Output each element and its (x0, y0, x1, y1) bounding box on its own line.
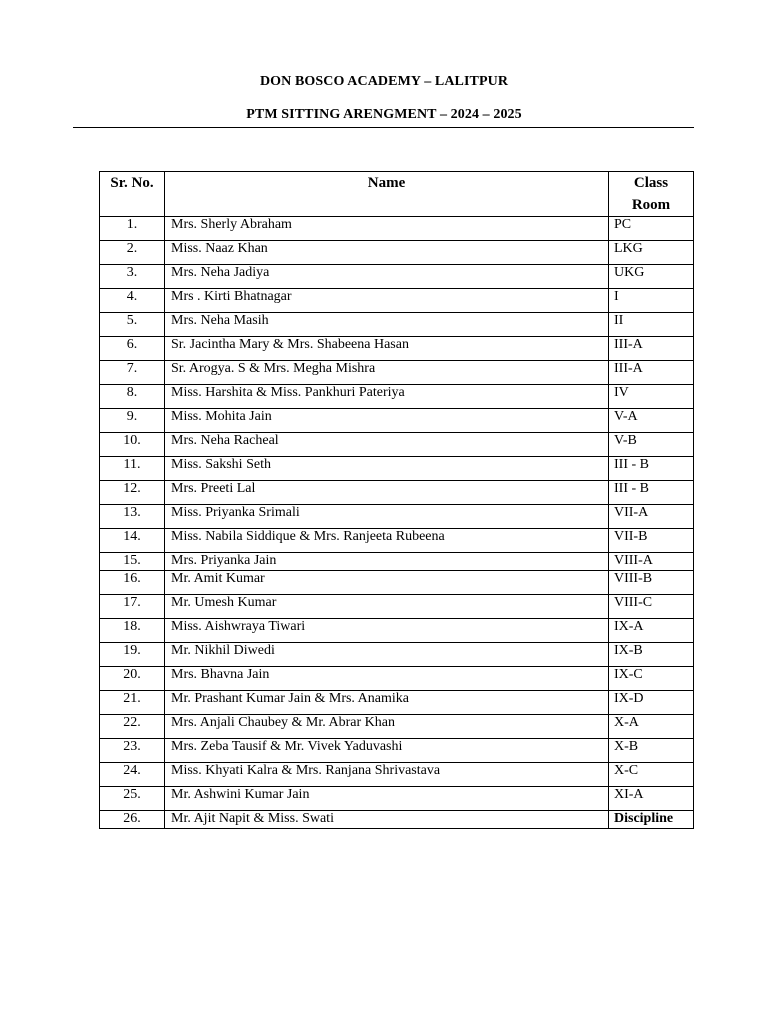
table-row (100, 217, 694, 241)
table-row (100, 313, 694, 337)
sr-no-cell: 25. (100, 787, 165, 811)
sr-no-cell: 17. (100, 595, 165, 619)
name-cell: Sr. Jacintha Mary & Mrs. Shabeena Hasan (165, 337, 609, 361)
table-row (100, 553, 694, 571)
table-row (100, 361, 694, 385)
name-cell: Mr. Nikhil Diwedi (165, 643, 609, 667)
name-cell: Sr. Arogya. S & Mrs. Megha Mishra (165, 361, 609, 385)
table-row (100, 619, 694, 643)
name-cell: Miss. Aishwraya Tiwari (165, 619, 609, 643)
sr-no-cell: 10. (100, 433, 165, 457)
seating-table (99, 171, 694, 829)
name-cell: Miss. Mohita Jain (165, 409, 609, 433)
class-room-cell: II (609, 313, 694, 337)
class-room-cell: IX-B (609, 643, 694, 667)
sr-no-cell: 26. (100, 811, 165, 829)
class-room-cell: VIII-C (609, 595, 694, 619)
name-cell: Mrs. Preeti Lal (165, 481, 609, 505)
sr-no-cell: 1. (100, 217, 165, 241)
name-cell: Mr. Amit Kumar (165, 571, 609, 595)
name-cell: Mrs. Neha Jadiya (165, 265, 609, 289)
name-cell: Miss. Khyati Kalra & Mrs. Ranjana Shrivastava (165, 763, 609, 787)
sr-no-cell: 5. (100, 313, 165, 337)
sr-no-cell: 16. (100, 571, 165, 595)
name-cell: Miss. Sakshi Seth (165, 457, 609, 481)
name-cell: Miss. Naaz Khan (165, 241, 609, 265)
name-cell: Mr. Ajit Napit & Miss. Swati (165, 811, 609, 829)
class-room-cell: X-A (609, 715, 694, 739)
table-row (100, 241, 694, 265)
name-cell: Mrs . Kirti Bhatnagar (165, 289, 609, 313)
class-room-cell: VIII-A (609, 553, 694, 571)
class-room-cell: III-A (609, 337, 694, 361)
sr-no-cell: 14. (100, 529, 165, 553)
class-room-cell: VII-A (609, 505, 694, 529)
sr-no-cell: 6. (100, 337, 165, 361)
table-row (100, 457, 694, 481)
table-row (100, 763, 694, 787)
table-row (100, 289, 694, 313)
sr-no-cell: 19. (100, 643, 165, 667)
class-room-cell: PC (609, 217, 694, 241)
table-row (100, 337, 694, 361)
name-cell: Mrs. Bhavna Jain (165, 667, 609, 691)
table-row (100, 571, 694, 595)
name-cell: Mr. Prashant Kumar Jain & Mrs. Anamika (165, 691, 609, 715)
class-room-cell: IX-D (609, 691, 694, 715)
table-row (100, 643, 694, 667)
sr-no-cell: 3. (100, 265, 165, 289)
class-room-cell: X-B (609, 739, 694, 763)
table-row (100, 739, 694, 763)
document-subtitle: PTM SITTING ARENGMENT – 2024 – 2025 (246, 107, 522, 122)
name-cell: Miss. Harshita & Miss. Pankhuri Pateriya (165, 385, 609, 409)
class-room-cell: Discipline (609, 811, 694, 829)
name-cell: Mrs. Anjali Chaubey & Mr. Abrar Khan (165, 715, 609, 739)
table-row (100, 715, 694, 739)
class-room-cell: III-A (609, 361, 694, 385)
table-row (100, 595, 694, 619)
sr-no-cell: 20. (100, 667, 165, 691)
class-room-cell: VIII-B (609, 571, 694, 595)
table-row (100, 787, 694, 811)
table-row (100, 667, 694, 691)
column-header-name: Name (165, 172, 609, 217)
class-room-cell: IX-A (609, 619, 694, 643)
table-row (100, 505, 694, 529)
name-cell: Mrs. Zeba Tausif & Mr. Vivek Yaduvashi (165, 739, 609, 763)
table-row (100, 481, 694, 505)
sr-no-cell: 11. (100, 457, 165, 481)
sr-no-cell: 22. (100, 715, 165, 739)
column-header-class-room: Class Room (609, 172, 694, 217)
sr-no-cell: 7. (100, 361, 165, 385)
table-row (100, 409, 694, 433)
sr-no-cell: 12. (100, 481, 165, 505)
name-cell: Mr. Umesh Kumar (165, 595, 609, 619)
class-room-cell: III - B (609, 481, 694, 505)
table-row (100, 265, 694, 289)
column-header-sr-no: Sr. No. (100, 172, 165, 217)
class-room-cell: XI-A (609, 787, 694, 811)
class-room-cell: I (609, 289, 694, 313)
sr-no-cell: 9. (100, 409, 165, 433)
header-divider (73, 127, 694, 128)
name-cell: Mr. Ashwini Kumar Jain (165, 787, 609, 811)
table-row (100, 433, 694, 457)
name-cell: Mrs. Neha Racheal (165, 433, 609, 457)
class-room-cell: UKG (609, 265, 694, 289)
name-cell: Miss. Nabila Siddique & Mrs. Ranjeeta Rubeena (165, 529, 609, 553)
document-title: DON BOSCO ACADEMY – LALITPUR (259, 74, 509, 89)
sr-no-cell: 2. (100, 241, 165, 265)
sr-no-cell: 23. (100, 739, 165, 763)
name-cell: Mrs. Sherly Abraham (165, 217, 609, 241)
class-room-cell: IV (609, 385, 694, 409)
sr-no-cell: 4. (100, 289, 165, 313)
sr-no-cell: 8. (100, 385, 165, 409)
sr-no-cell: 18. (100, 619, 165, 643)
sr-no-cell: 21. (100, 691, 165, 715)
class-room-cell: V-B (609, 433, 694, 457)
table-row (100, 691, 694, 715)
table-row (100, 529, 694, 553)
name-cell: Mrs. Priyanka Jain (165, 553, 609, 571)
sr-no-cell: 24. (100, 763, 165, 787)
table-row (100, 385, 694, 409)
name-cell: Miss. Priyanka Srimali (165, 505, 609, 529)
class-room-cell: X-C (609, 763, 694, 787)
name-cell: Mrs. Neha Masih (165, 313, 609, 337)
class-room-cell: III - B (609, 457, 694, 481)
sr-no-cell: 15. (100, 553, 165, 571)
class-room-cell: LKG (609, 241, 694, 265)
sr-no-cell: 13. (100, 505, 165, 529)
class-room-cell: VII-B (609, 529, 694, 553)
class-room-cell: V-A (609, 409, 694, 433)
class-room-cell: IX-C (609, 667, 694, 691)
table-row (100, 811, 694, 829)
table-header-row (100, 172, 694, 217)
